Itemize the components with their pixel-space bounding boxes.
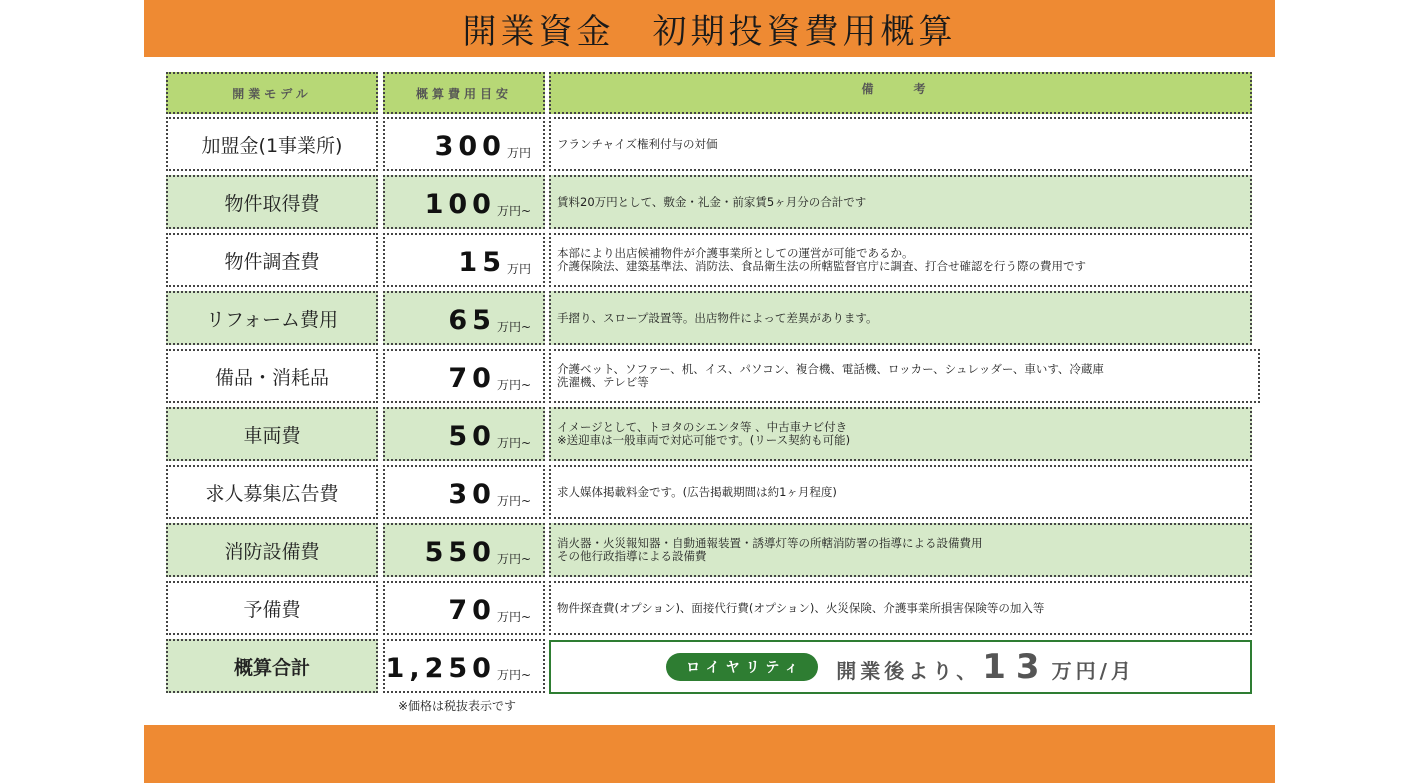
cost-unit: 万円~	[496, 204, 531, 218]
row-cost	[383, 465, 545, 519]
cost-value: 70	[448, 595, 496, 626]
row-remark	[549, 175, 1252, 229]
header-remarks: 備 考	[549, 72, 1252, 114]
remark-line: イメージとして、トヨタのシエンタ等 、中古車ナビ付き	[557, 420, 848, 434]
row-name: 車両費	[166, 407, 378, 461]
row-remark	[549, 233, 1252, 287]
cost-unit: 万円	[506, 262, 531, 276]
row-name: 物件調査費	[166, 233, 378, 287]
row-remark	[549, 465, 1252, 519]
cost-value: 550	[424, 537, 496, 568]
row-cost	[383, 407, 545, 461]
remark-line: 求人媒体掲載料金です。(広告掲載期間は約1ヶ月程度)	[557, 484, 837, 499]
total-value: 1,250	[385, 653, 496, 684]
cost-unit: 万円~	[496, 378, 531, 392]
row-remark	[549, 117, 1252, 171]
title-banner	[144, 0, 1275, 57]
royalty-amount: 13	[982, 647, 1050, 687]
royalty-text	[836, 647, 1135, 687]
cost-unit: 万円~	[496, 552, 531, 566]
row-name: 予備費	[166, 581, 378, 635]
header-model: 開業モデル	[166, 72, 378, 114]
remark-line: フランチャイズ権利付与の対価	[557, 136, 718, 151]
row-cost	[383, 291, 545, 345]
tax-footnote: ※価格は税抜表示です	[398, 699, 517, 713]
remark-line: 物件探査費(オプション)、面接代行費(オプション)、火災保険、介護事業所損害保険等の加入等	[557, 600, 1045, 615]
royalty-prefix: 開業後より、	[836, 659, 981, 683]
total-cost	[383, 639, 545, 693]
cost-value: 65	[448, 305, 496, 336]
cost-unit: 万円~	[496, 320, 531, 334]
cost-value: 300	[434, 131, 506, 162]
remark-line: 本部により出店候補物件が介護事業所としての運営が可能であるか。	[557, 246, 914, 260]
total-unit: 万円~	[496, 668, 531, 682]
row-name: 物件取得費	[166, 175, 378, 229]
cost-unit: 万円	[506, 146, 531, 160]
remark-line: 介護ベット、ソファー、机、イス、パソコン、複合機、電話機、ロッカー、シュレッダー、車いす、冷蔵庫	[557, 362, 1104, 376]
remark-line: 手摺り、スロープ設置等。出店物件によって差異があります。	[557, 310, 878, 325]
row-name: 加盟金(1事業所)	[166, 117, 378, 171]
header-cost: 概算費用目安	[383, 72, 545, 114]
cost-unit: 万円~	[496, 610, 531, 624]
remark-line: その他行政指導による設備費	[557, 549, 707, 563]
row-remark	[549, 291, 1252, 345]
royalty-box	[549, 640, 1252, 694]
row-cost	[383, 175, 545, 229]
row-name: 備品・消耗品	[166, 349, 378, 403]
royalty-badge: ロイヤリティ	[666, 653, 818, 681]
row-name: 求人募集広告費	[166, 465, 378, 519]
remark-line: ※送迎車は一般車両で対応可能です。(リース契約も可能)	[557, 433, 851, 447]
row-cost	[383, 349, 545, 403]
row-remark	[549, 581, 1252, 635]
row-remark	[549, 523, 1252, 577]
row-cost	[383, 233, 545, 287]
cost-unit: 万円~	[496, 494, 531, 508]
page-title: 開業資金 初期投資費用概算	[462, 12, 957, 52]
remark-line: 洗濯機、テレビ等	[557, 375, 649, 389]
remark-line: 介護保険法、建築基準法、消防法、食品衛生法の所轄監督官庁に調査、打合せ確認を行う際の費用です	[557, 259, 1086, 273]
cost-value: 70	[448, 363, 496, 394]
cost-value: 100	[424, 189, 496, 220]
total-label: 概算合計	[166, 639, 378, 693]
row-name: 消防設備費	[166, 523, 378, 577]
cost-unit: 万円~	[496, 436, 531, 450]
row-name: リフォーム費用	[166, 291, 378, 345]
cost-value: 30	[448, 479, 496, 510]
royalty-suffix: 万円/月	[1051, 659, 1135, 683]
cost-value: 50	[448, 421, 496, 452]
row-remark	[549, 407, 1252, 461]
row-cost	[383, 523, 545, 577]
row-cost	[383, 581, 545, 635]
row-remark	[549, 349, 1260, 403]
remark-line: 消火器・火災報知器・自動通報装置・誘導灯等の所轄消防署の指導による設備費用	[557, 536, 983, 550]
remark-line: 賃料20万円として、敷金・礼金・前家賃5ヶ月分の合計です	[557, 194, 867, 209]
row-cost	[383, 117, 545, 171]
cost-value: 15	[458, 247, 506, 278]
footer-banner	[144, 725, 1275, 783]
